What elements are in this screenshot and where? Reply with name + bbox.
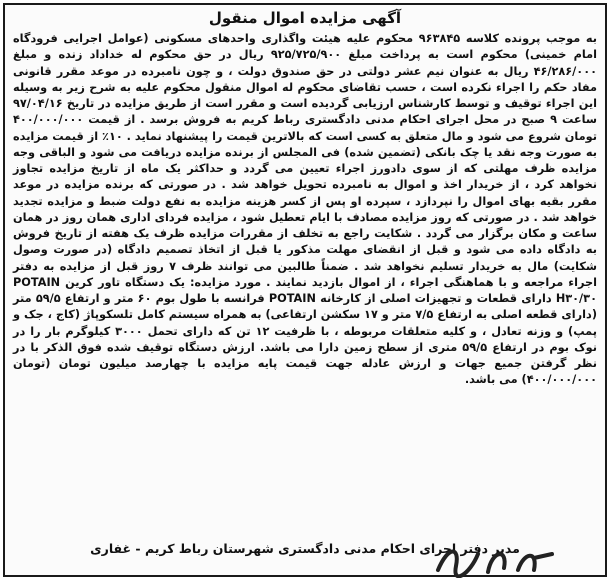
notice-frame <box>3 3 607 577</box>
notice-body <box>13 31 597 389</box>
notice-title: آگهی مزایده اموال منقول <box>208 9 402 27</box>
handwritten-mark <box>430 540 560 578</box>
notice-signature: مدیر دفتر اجرای احکام مدنی دادگستری شهرستان رباط کریم - غفاری <box>90 541 520 556</box>
notice-body-paragraph: به موجب پرونده کلاسه ۹۶۳۸۴۵ محکوم علیه هیئت واگذاری واحدهای مسکونی (عوامل اجرایی فرودگاه امام خمینی) محکوم است به پرداخت مبلغ ۹۲۵/۷۲۵/۹۰۰ ریال در حق محکوم له خداداد زنده و مبلغ ۴۶/۲۸۶/۰۰۰ ریال به عنوان نیم عشر دولتی در حق صندوق دولت ، و چون نامبرده در موعد مقرر قانونی مفاد حکم را اجراء نکرده است ، حسب تقاضای محکوم له اموال منقول محکوم علیه به شرح زیر به وسیله این اجراء توقیف و توسط کارشناس ارزیابی گردیده است و مقرر است از طریق مزایده در تاریخ ۹۷/۰۴/۱۶ ساعت ۹ صبح در محل اجرای احکام مدنی دادگستری رباط کریم به فروش برسد . از قیمت ۴۰۰/۰۰۰/۰۰۰ تومان شروع می شود و مال متعلق به کسی است که بالاترین قیمت را پیشنهاد نماید . ۱۰٪ از قیمت مزایده به صورت وجه نقد یا چک بانکی (تضمین شده) فی المجلس از برنده مزایده دریافت می شود و الباقی وجه مزایده ظرف مهلتی که از سوی دادورز اجراء تعیین می گردد و حداکثر یک ماه از تاریخ مزایده تجاوز نخواهد کرد ، از خریدار اخذ و اموال به نامبرده تحویل خواهد شد . در صورتی که برنده مزایده در موعد مقرر بقیه بهای اموال را نپردازد ، سپرده او پس از کسر هزینه مزایده به نفع دولت ضبط و مزایده تجدید خواهد شد . در صورتی که روز مزایده مصادف با ایام تعطیل شود ، مزایده فردای اداری همان روز در همان ساعت و مکان برگزار می گردد . شکایت راجع به تخلف از مقررات مزایده ظرف یک هفته از تاریخ فروش به دادگاه داده می شود و قبل از انقضای مهلت مذکور یا قبل از اتخاذ تصمیم دادگاه (در صورت وصول شکایت) مال به خریدار تسلیم نخواهد شد . ضمناً طالبین می توانند ظرف ۷ روز قبل از مزایده به دفتر اجراء مراجعه و با هماهنگی اجراء ، از اموال بازدید نمایند . مورد مزایده: یک دستگاه تاور کرین POTAIN H۳۰/۳۰ دارای قطعات و تجهیزات اصلی از کارخانه POTAIN فرانسه با طول بوم ۶۰ متر و ارتفاع ۵۹/۵ متر (دارای قطعه اصلی به ارتفاع ۷/۵ متر و ۱۷ سکشن ارتفاعی) به همراه سیستم کامل تلسکوپاژ (کاج ، جک و پمپ) و وزنه تعادل ، و کلیه متعلقات مربوطه ، با ظرفیت ۱۲ تن که دارای تحمل ۳۰۰۰ کیلوگرم بار را در نوک بوم در ارتفاع ۵۹/۵ متری از سطح زمین دارا می باشد. ارزش دستگاه توقیف شده فوق الذکر با در نظر گرفتن جمیع جهات و ارزش عادله جهت قیمت پایه مزایده با چهارصد میلیون تومان (تومان ۴۰۰/۰۰۰/۰۰۰) می باشد. <box>13 32 598 387</box>
